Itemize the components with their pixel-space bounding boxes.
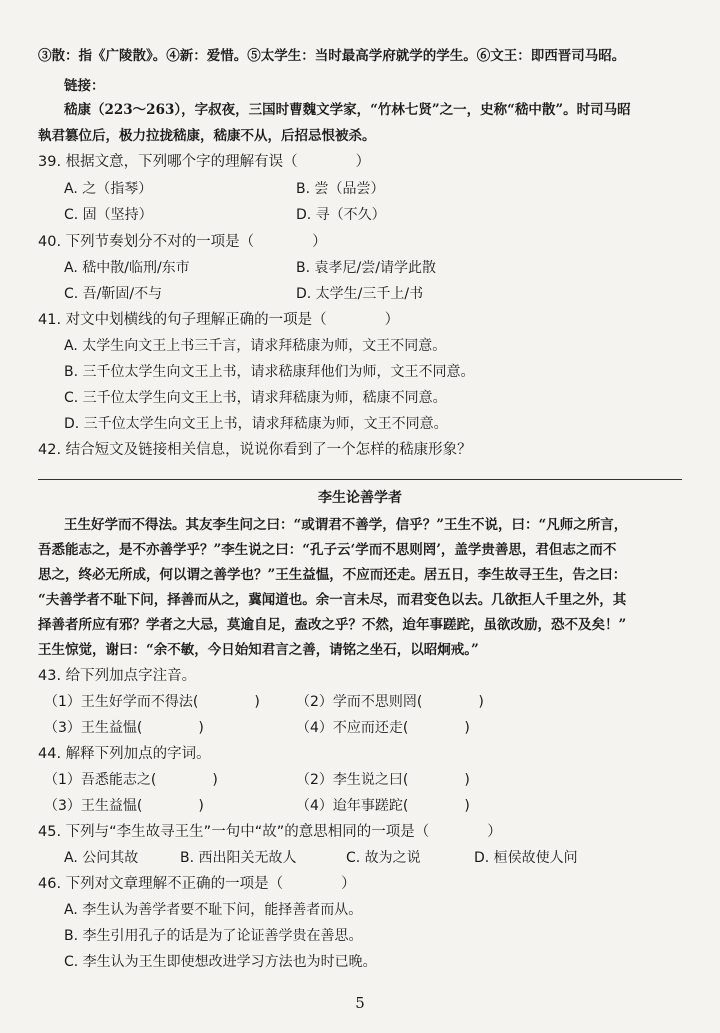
question-39-option-a[interactable]: A. 之（指琴） <box>64 181 153 197</box>
passage-line-5: 择善者所应有邪？学者之大忌，莫逾自足，盍改之乎？不然，迨年事蹉跎，虽欲改励，恐不及矣！” <box>38 617 627 633</box>
question-43-item-1[interactable]: （1）王生好学而不得法( ) <box>44 694 260 710</box>
question-39-option-d[interactable]: D. 寻（不久） <box>296 207 386 223</box>
passage-line-1: 王生好学而不得法。其友李生问之曰：“或谓君不善学，信乎？”王生不说，曰：“凡师之所言， <box>64 517 628 533</box>
question-46-stem: 46. 下列对文章理解不正确的一项是（ ） <box>38 876 356 892</box>
question-40-option-d[interactable]: D. 太学生/三千上/书 <box>296 286 424 302</box>
question-43-item-2[interactable]: （2）学而不思则罔( ) <box>296 694 484 710</box>
question-45-option-d[interactable]: D. 桓侯故使人问 <box>474 850 578 866</box>
question-45-option-a[interactable]: A. 公问其故 <box>64 850 139 866</box>
passage-line-3: 思之，终必无所成，何以谓之善学也？”王生益愠，不应而还走。居五日，李生故寻王生，告之曰： <box>38 567 627 583</box>
question-41-option-a[interactable]: A. 太学生向文王上书三千言，请求拜嵇康为师，文王不同意。 <box>64 338 447 354</box>
footnotes-line: ③散：指《广陵散》。④新：爱惜。⑤太学生：当时最高学府就学的学生。⑥文王：即西晋司马昭。 <box>38 48 626 64</box>
question-43-item-4[interactable]: （4）不应而还走( ) <box>296 720 470 736</box>
passage-line-2: 吾悉能志之，是不亦善学乎？”李生说之曰：“孔子云‘学而不思则罔’，盖学贵善思，君但志之而不 <box>38 542 617 558</box>
question-40-option-c[interactable]: C. 吾/靳固/不与 <box>64 286 163 302</box>
question-42-stem: 42. 结合短文及链接相关信息，说说你看到了一个怎样的嵇康形象？ <box>38 442 472 458</box>
section-divider <box>38 479 682 480</box>
question-40-option-a[interactable]: A. 嵇中散/临刑/东市 <box>64 260 190 276</box>
question-46-option-a[interactable]: A. 李生认为善学者要不耻下问，能择善者而从。 <box>64 902 363 918</box>
link-label: 链接： <box>64 78 105 94</box>
question-45-option-c[interactable]: C. 故为之说 <box>346 850 421 866</box>
question-45-option-b[interactable]: B. 西出阳关无故人 <box>180 850 297 866</box>
question-41-option-d[interactable]: D. 三千位太学生向文王上书，请求拜嵇康为师，文王不同意。 <box>64 416 448 432</box>
question-39-option-b[interactable]: B. 尝（品尝） <box>296 181 385 197</box>
link-text-line-1: 嵇康（223～263），字叔夜，三国时曹魏文学家，“竹林七贤”之一，史称“嵇中散”。时司马昭 <box>64 102 631 118</box>
question-44-stem: 44. 解释下列加点的字词。 <box>38 746 211 762</box>
question-43-item-3[interactable]: （3）王生益愠( ) <box>44 720 204 736</box>
passage-line-6: 王生惊觉，谢曰：“余不敏，今日始知君言之善，请铭之坐石，以昭炯戒。” <box>38 642 479 658</box>
question-41-option-c[interactable]: C. 三千位太学生向文王上书，请求拜嵇康为师，嵇康不同意。 <box>64 390 447 406</box>
question-44-item-1[interactable]: （1）吾悉能志之( ) <box>44 772 218 788</box>
question-40-option-b[interactable]: B. 袁孝尼/尝/请学此散 <box>296 260 436 276</box>
question-44-item-2[interactable]: （2）李生说之曰( ) <box>296 772 470 788</box>
passage-line-4: “夫善学者不耻下问，择善而从之，冀闻道也。余一言未尽，而君变色以去。几欲拒人千里之外，其 <box>38 592 627 608</box>
question-40-stem: 40. 下列节奏划分不对的一项是（ ） <box>38 234 327 250</box>
question-41-option-b[interactable]: B. 三千位太学生向文王上书，请求嵇康拜他们为师，文王不同意。 <box>64 364 475 380</box>
question-43-stem: 43. 给下列加点字注音。 <box>38 668 197 684</box>
page-number: 5 <box>355 994 365 1012</box>
question-46-option-b[interactable]: B. 李生引用孔子的话是为了论证善学贵在善思。 <box>64 928 363 944</box>
question-39-option-c[interactable]: C. 固（坚持） <box>64 207 153 223</box>
question-39-stem: 39. 根据文意，下列哪个字的理解有误（ ） <box>38 154 371 170</box>
question-44-item-3[interactable]: （3）王生益愠( ) <box>44 798 204 814</box>
question-41-stem: 41. 对文中划横线的句子理解正确的一项是（ ） <box>38 312 400 328</box>
question-44-item-4[interactable]: （4）迨年事蹉跎( ) <box>296 798 470 814</box>
passage-title: 李生论善学者 <box>318 490 402 506</box>
link-text-line-2: 執君篡位后，极力拉拢嵇康，嵇康不从，后招忌恨被杀。 <box>38 128 376 144</box>
question-45-stem: 45. 下列与“李生故寻王生”一句中“故”的意思相同的一项是（ ） <box>38 824 502 840</box>
question-46-option-c[interactable]: C. 李生认为王生即使想改进学习方法也为时已晚。 <box>64 954 377 970</box>
